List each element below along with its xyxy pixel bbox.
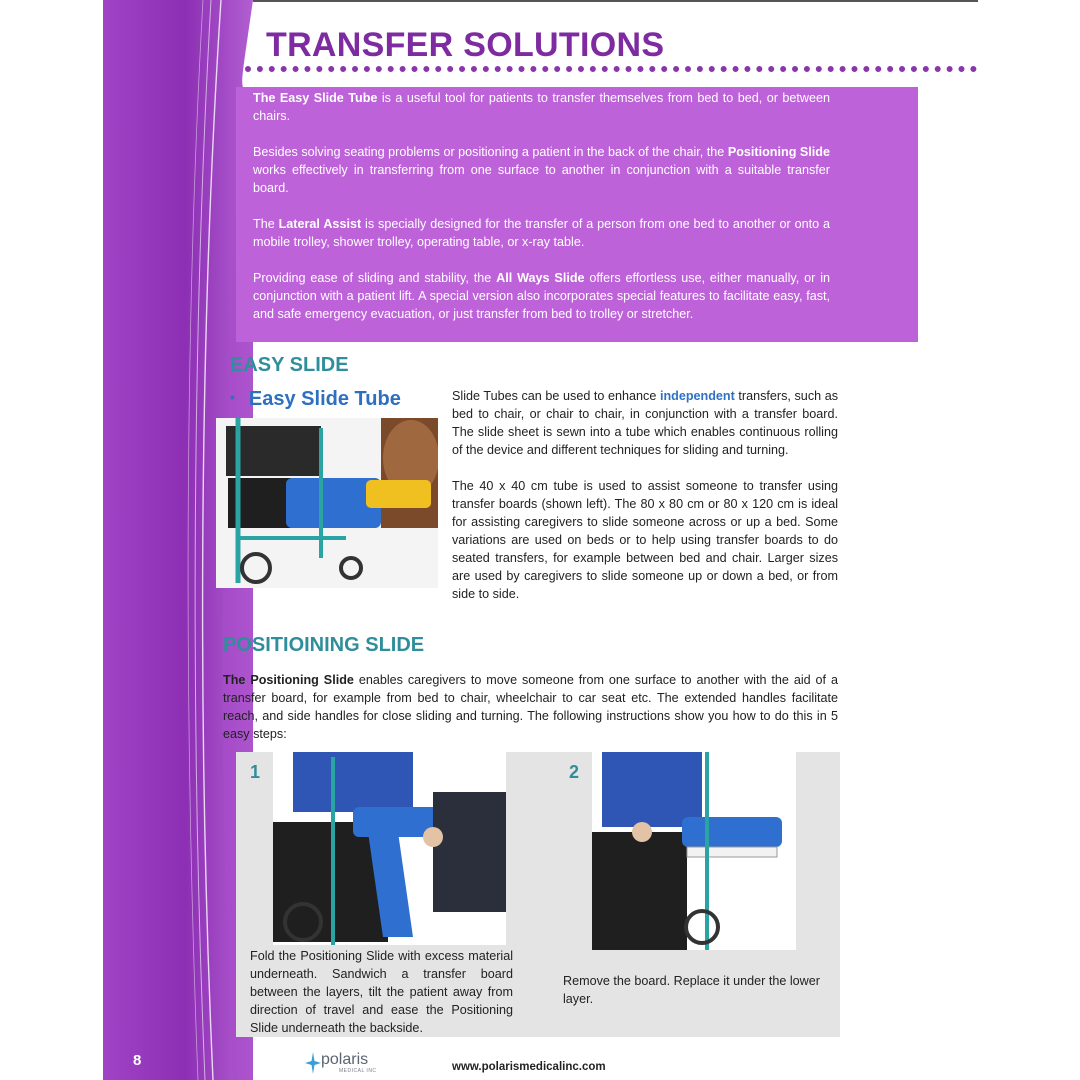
subheading-text: Easy Slide Tube [248,388,401,410]
body-text: Slide Tubes can be used to enhance [452,389,660,403]
easy-slide-heading: EASY SLIDE [230,354,349,376]
page-left-margin [0,0,103,1080]
wheelchair-illustration [216,418,438,588]
step-1-caption: Fold the Positioning Slide with excess material underneath. Sandwich a transfer board between the layers, tilt the patient away from direction of travel and ease the Positioning Slide underneath the backside. [250,949,513,1035]
body-text: transfers, such as bed to chair, or chair to chair, in conjunction with a transfer board. The slide sheet is sewn into a tube which enables continuous rolling of the device and different techniques for sliding and turning. [452,389,839,457]
polaris-logo [305,1050,425,1076]
intro-bold-term: Positioning Slide [727,145,830,159]
easy-slide-paragraph-1 [452,387,838,459]
positioning-bold-term: The Positioning Slide [223,673,354,687]
page-number: 8 [133,1052,142,1069]
intro-text: The [253,217,279,231]
title-dotted-rule [245,66,977,72]
intro-box [236,87,918,342]
intro-text: Providing ease of sliding and stability, the [253,271,497,285]
step-number: 1 [250,762,261,782]
positioning-slide-intro [223,671,838,761]
easy-slide-paragraph-2: The 40 x 40 cm tube is used to assist someone to transfer using transfer boards (shown left). The 80 x 80 cm or 80 x 120 cm is ideal for assisting caregivers to slide someone across or up a bed. Some variations are used on beds or to help using transfer boards to do seated transfers, for example between bed and chair. Larger sizes are used by caregivers to slide someone up or down a bed, or from side to side. [452,479,838,601]
step-number: 2 [569,762,580,782]
page-right-margin [978,0,1080,1080]
step-2-caption: Remove the board. Replace it under the lower layer. [563,974,820,1006]
easy-slide-tube-photo [216,418,438,588]
body-text: enables caregivers to move someone from one surface to another with the aid of a transfer board, for example from bed to chair, wheelchair to car seat etc. The extended handles facilitate reach, and side handles for close sliding and turning. The following instructions show you how to do this in 5 easy steps: [223,673,838,741]
intro-paragraph-lateral-assist [253,215,830,251]
highlight-term: independent [659,389,735,403]
intro-text: is a useful tool for patients to transfer themselves from bed to bed, or between chairs. [253,91,831,123]
star-icon [305,1052,321,1074]
positioning-paragraph [223,671,838,743]
bullet-icon: • [230,389,235,405]
easy-slide-description [452,387,838,621]
positioning-slide-heading: POSITIOINING SLIDE [223,634,425,656]
intro-bold-term: All Ways Slide [496,271,585,285]
page-title: TRANSFER SOLUTIONS [266,26,665,64]
step-2-photo [592,752,796,950]
step-1-photo [273,752,506,945]
logo-subtext: MEDICAL INC [339,1068,377,1074]
intro-bold-term: The Easy Slide Tube [253,91,378,105]
intro-text: offers effortless use, either manually, or in conjunction with a patient lift. A special version also incorporates special features to facilitate easy, fast, and safe emergency evacuation, or just transfer from bed to trolley or stretcher. [253,271,831,321]
intro-paragraph-positioning-slide [253,143,830,197]
intro-bold-term: Lateral Assist [278,217,362,231]
footer-url[interactable]: www.polarismedicalinc.com [452,1061,606,1073]
intro-text: works effectively in transferring from one surface to another in conjunction with a suitable transfer board. [253,163,830,195]
step-1-illustration [273,752,506,945]
step-2-illustration [592,752,796,950]
logo-wordmark: polaris [321,1051,369,1068]
easy-slide-tube-subheading [230,388,401,411]
intro-text: Besides solving seating problems or positioning a patient in the back of the chair, the [253,145,728,159]
intro-text: is specially designed for the transfer of a person from one bed to another or onto a mobile trolley, shower trolley, operating table, or x-ray table. [253,217,830,249]
intro-paragraph-easy-slide-tube [253,89,830,125]
intro-paragraph-all-ways-slide [253,269,830,323]
